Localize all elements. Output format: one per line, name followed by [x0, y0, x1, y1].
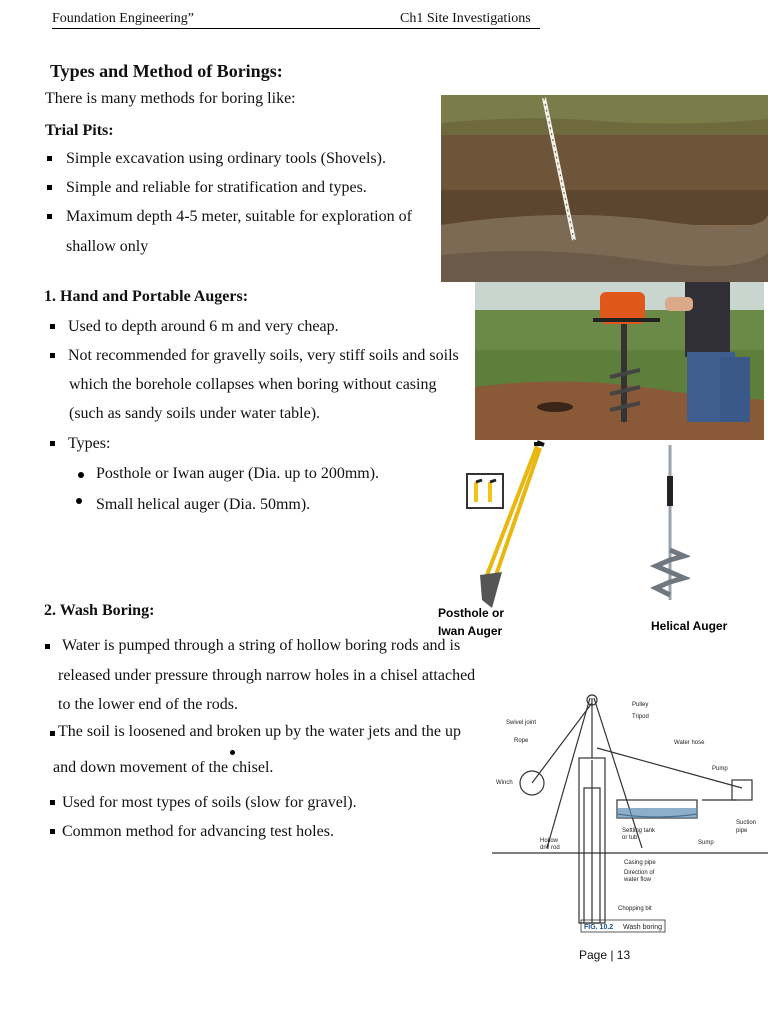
helical-auger-drawing [650, 440, 690, 610]
label-hollow-1: Hollow [540, 838, 559, 844]
section-title: Types and Method of Borings: [50, 61, 283, 81]
posthole-caption-1: Posthole or [438, 606, 505, 620]
page-number: Page | 13 [579, 948, 631, 962]
auger-type-2: Small helical auger (Dia. 50mm). [96, 496, 311, 513]
trial-pit-photo [441, 95, 768, 282]
wash-line-2: released under pressure through narrow holes in a chisel attached [58, 667, 476, 684]
augers-bullet-1: Used to depth around 6 m and very cheap. [68, 318, 339, 335]
stray-bullet-marker [230, 750, 235, 755]
label-settling-1: Settling tank [622, 828, 656, 834]
bullet-marker [50, 800, 55, 805]
bullet-marker [50, 829, 55, 834]
label-direction-1: Direction of [624, 870, 655, 876]
label-suction-2: pipe [736, 828, 748, 834]
intro-text: There is many methods for boring like: [45, 90, 296, 107]
wash-line-7: Common method for advancing test holes. [62, 823, 334, 840]
bullet-marker [50, 324, 55, 329]
label-casing: Casing pipe [624, 860, 656, 866]
wash-line-6: Used for most types of soils (slow for gravel). [62, 794, 357, 811]
label-pump: Pump [712, 766, 728, 772]
trial-pits-bullet-1: Simple excavation using ordinary tools (Shovels). [66, 150, 386, 167]
augers-bullet-2-cont: which the borehole collapses when boring without casing [69, 376, 437, 393]
helical-caption: Helical Auger [651, 619, 728, 633]
label-tripod: Tripod [632, 714, 649, 720]
wash-line-5: and down movement of the chisel. [53, 759, 274, 776]
bullet-marker [47, 156, 52, 161]
wash-line-1: Water is pumped through a string of hollow boring rods and is [62, 637, 461, 654]
wash-line-3: to the lower end of the rods. [58, 696, 238, 713]
sub-bullet-marker [76, 498, 82, 504]
posthole-auger-drawing [462, 440, 572, 610]
header-rule [52, 28, 540, 29]
auger-type-1: Posthole or Iwan auger (Dia. up to 200mm). [96, 465, 380, 482]
label-rope: Rope [514, 738, 529, 744]
trial-pits-bullet-2: Simple and reliable for stratification and types. [66, 179, 367, 196]
bullet-marker [45, 644, 50, 649]
label-hollow-2: drill rod [540, 845, 560, 851]
label-suction-1: Suction [736, 820, 757, 826]
bullet-marker [47, 185, 52, 190]
bullet-marker [50, 441, 55, 446]
header-right: Ch1 Site Investigations [400, 11, 531, 26]
label-chopping: Chopping bit [618, 906, 652, 912]
wash-boring-diagram [492, 688, 768, 938]
label-sump: Sump [698, 840, 714, 846]
posthole-caption-2: Iwan Auger [438, 624, 503, 638]
trial-pits-bullet-3: Maximum depth 4-5 meter, suitable for exploration of [66, 208, 412, 225]
label-swivel: Swivel joint [506, 720, 537, 726]
augers-bullet-2: Not recommended for gravelly soils, very stiff soils and soils [68, 347, 459, 364]
trial-pits-heading: Trial Pits: [45, 122, 114, 139]
bullet-marker [50, 353, 55, 358]
label-direction-2: water flow [624, 877, 652, 883]
bullet-marker [47, 214, 52, 219]
label-water-hose: Water hose [674, 740, 705, 746]
fig-number: FIG. 10.2 [584, 924, 614, 931]
sub-bullet-marker [78, 472, 84, 478]
wash-boring-heading: 2. Wash Boring: [44, 602, 155, 619]
bullet-marker [50, 731, 55, 736]
header-left: Foundation Engineering” [52, 11, 194, 26]
label-settling-2: or tub [622, 835, 638, 841]
motor-auger-photo [475, 282, 764, 440]
label-winch: Winch [496, 780, 513, 786]
label-pulley: Pulley [632, 702, 649, 708]
wash-line-4: The soil is loosened and broken up by the water jets and the up [58, 723, 462, 740]
augers-heading: 1. Hand and Portable Augers: [44, 288, 249, 305]
fig-title: Wash boring [623, 924, 663, 931]
augers-bullet-2-cont2: (such as sandy soils under water table). [69, 405, 321, 422]
augers-types-label: Types: [68, 435, 111, 452]
trial-pits-bullet-3-cont: shallow only [66, 238, 149, 255]
